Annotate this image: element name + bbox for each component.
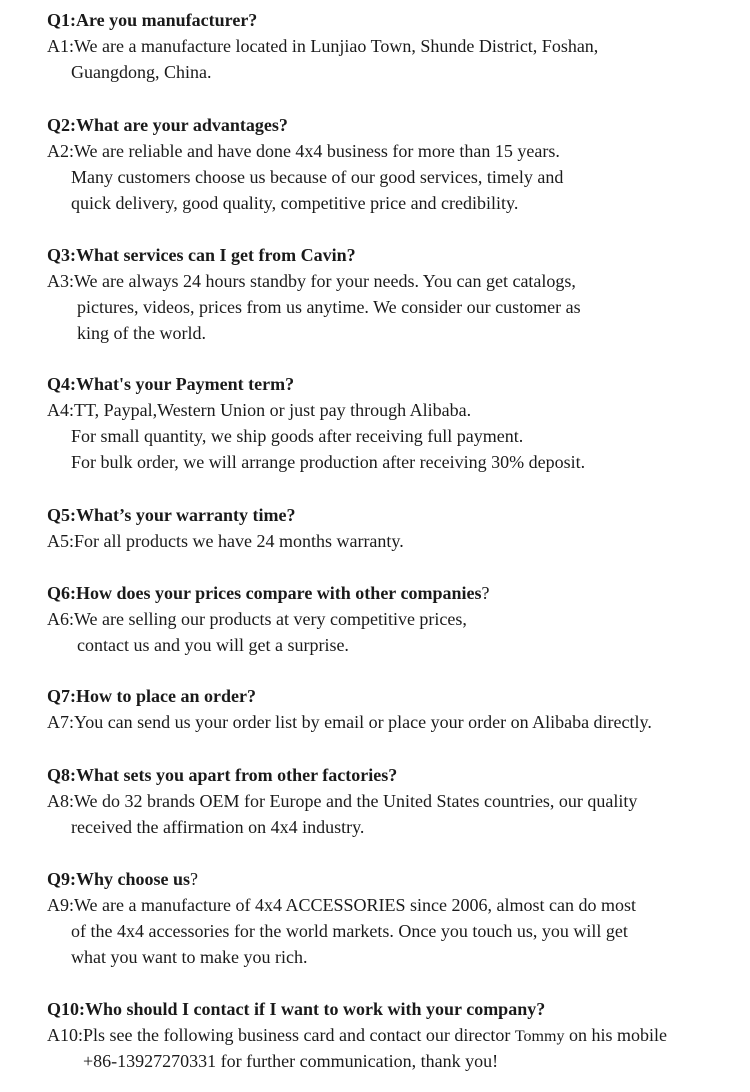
contact-name: Tommy (514, 1028, 565, 1045)
faq-question-5: Q5:What’s your warranty time? (47, 505, 296, 525)
faq-question-2: Q2:What are your advantages? (47, 115, 288, 135)
answer-line: A5:For all products we have 24 months warranty. (47, 531, 404, 551)
faq-answer-7 (47, 709, 652, 735)
faq-question-8: Q8:What sets you apart from other factories? (47, 765, 398, 785)
question-mark: ? (190, 869, 199, 889)
faq-question-4: Q4:What's your Payment term? (47, 374, 295, 394)
answer-line: A1:We are a manufacture located in Lunjiao Town, Shunde District, Foshan, (47, 36, 599, 56)
faq-answer-4 (47, 397, 585, 475)
answer-line: A3:We are always 24 hours standby for your needs. You can get catalogs, (47, 271, 576, 291)
faq-answer-10 (47, 1022, 667, 1074)
faq-question-1: Q1:Are you manufacturer? (47, 10, 258, 30)
answer-line: Many customers choose us because of our good services, timely and (71, 167, 564, 187)
answer-line: A4:TT, Paypal,Western Union or just pay through Alibaba. (47, 400, 472, 420)
faq-question-9 (47, 866, 198, 892)
faq-question-7: Q7:How to place an order? (47, 686, 256, 706)
answer-line: quick delivery, good quality, competitive price and credibility. (71, 193, 519, 213)
faq-question-10: Q10:Who should I contact if I want to work with your company? (47, 999, 546, 1019)
answer-line: A6:We are selling our products at very competitive prices, (47, 609, 467, 629)
faq-answer-1 (47, 33, 598, 85)
faq-question-6 (47, 580, 489, 606)
faq-answer-6 (47, 606, 467, 658)
faq-answer-2 (47, 138, 563, 216)
answer-line: king of the world. (77, 323, 206, 343)
answer-line: what you want to make you rich. (71, 947, 308, 967)
faq-answer-9 (47, 892, 636, 970)
question-text: Q6:How does your prices compare with other companies (47, 583, 482, 603)
faq-question-3: Q3:What services can I get from Cavin? (47, 245, 356, 265)
question-mark: ? (481, 583, 490, 603)
answer-line: received the affirmation on 4x4 industry. (71, 817, 365, 837)
answer-line: For bulk order, we will arrange production after receiving 30% deposit. (71, 452, 586, 472)
faq-answer-8 (47, 788, 637, 840)
answer-line: contact us and you will get a surprise. (77, 635, 349, 655)
answer-line (47, 1022, 667, 1048)
faq-answer-5 (47, 528, 404, 554)
answer-line: A9:We are a manufacture of 4x4 ACCESSORIES since 2006, almost can do most (47, 895, 636, 915)
answer-line: A7:You can send us your order list by email or place your order on Alibaba directly. (47, 712, 652, 732)
question-text: Q9:Why choose us (47, 869, 191, 889)
answer-line: A8:We do 32 brands OEM for Europe and the United States countries, our quality (47, 791, 638, 811)
faq-answer-3 (47, 268, 581, 346)
answer-line: +86-13927270331 for further communication, thank you! (83, 1051, 499, 1071)
answer-text: A10:Pls see the following business card and contact our director (47, 1025, 511, 1045)
answer-line: pictures, videos, prices from us anytime. We consider our customer as (77, 297, 581, 317)
answer-line: For small quantity, we ship goods after receiving full payment. (71, 426, 524, 446)
answer-line: Guangdong, China. (71, 62, 212, 82)
answer-line: of the 4x4 accessories for the world markets. Once you touch us, you will get (71, 921, 628, 941)
answer-text: on his mobile (568, 1025, 667, 1045)
answer-line: A2:We are reliable and have done 4x4 business for more than 15 years. (47, 141, 560, 161)
